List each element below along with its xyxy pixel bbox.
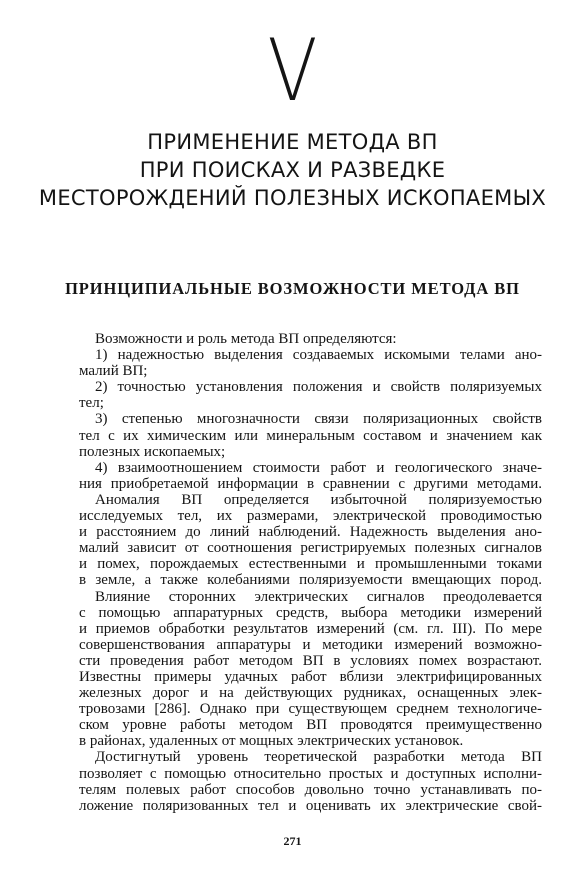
chapter-numeral: V: [267, 21, 318, 121]
text-line: совершенствования аппаратуры и методики измерений возможно-: [79, 636, 542, 653]
text-line: Достигнутый уровень теоретической разработки метода ВП: [95, 749, 542, 766]
page-number: 271: [283, 834, 302, 848]
text-line: тел с их химическим или минеральным составом и значением как: [79, 427, 542, 444]
text-line: сти проведения работ методом ВП в условиях помех возрастают.: [79, 652, 542, 669]
text-line: 3) степенью многозначности связи поляризационных свойств: [95, 411, 542, 428]
text-line: полезных ископаемых;: [79, 443, 226, 460]
text-line: малий зависит от соотношения регистрируемых полезных сигналов: [79, 540, 542, 557]
text-line: Возможности и роль метода ВП определяются:: [95, 331, 397, 347]
text-line: телям полевых работ способов довольно точно устанавливать по-: [79, 781, 542, 798]
section-title: ПРИНЦИПИАЛЬНЫЕ ВОЗМОЖНОСТИ МЕТОДА ВП: [65, 279, 520, 298]
text-line: тровозами [286]. Однако при существующем среднем технологиче-: [79, 701, 542, 718]
chapter-title-line: МЕСТОРОЖДЕНИЙ ПОЛЕЗНЫХ ИСКОПАЕМЫХ: [38, 186, 547, 210]
chapter-title-line: ПРИМЕНЕНИЕ МЕТОДА ВП: [147, 130, 438, 154]
body-text: [79, 331, 542, 814]
chapter-title-line: ПРИ ПОИСКАХ И РАЗВЕДКЕ: [139, 158, 446, 182]
text-line: 1) надежностью выделения создаваемых искомыми телами ано-: [95, 347, 542, 364]
text-line: позволяет с помощью относительно простых и доступных исполни-: [79, 765, 542, 782]
text-line: в районах, удаленных от мощных электрических установок.: [79, 733, 464, 750]
text-line: Известны примеры удачных работ вблизи электрифицированных: [79, 668, 542, 685]
text-line: ложение поляризованных тел и оценивать их электрические свой-: [79, 797, 542, 814]
text-line: 2) точностью установления положения и свойств поляризуемых: [95, 379, 542, 396]
text-line: ния приобретаемой информации в сравнении с другими методами.: [79, 475, 542, 492]
text-line: тел;: [79, 395, 104, 412]
text-line: Влияние сторонних электрических сигналов преодолевается: [95, 588, 542, 605]
text-line: и приемов обработки результатов измерений (см. гл. III). По мере: [79, 620, 542, 637]
text-line: ском уровне работы методом ВП проводятся преимущественно: [79, 717, 542, 734]
chapter-title: [30, 128, 555, 212]
text-line: Аномалия ВП определяется избыточной поляризуемостью: [95, 491, 542, 508]
text-line: с помощью аппаратурных средств, выбора методики измерений: [79, 604, 542, 621]
text-line: железных дорог и на действующих рудниках, оснащенных элек-: [79, 685, 542, 702]
text-line: малий ВП;: [79, 363, 148, 380]
text-line: в земле, а также колебаниями поляризуемости вмещающих пород.: [79, 572, 542, 589]
text-line: 4) взаимоотношением стоимости работ и геологического значе-: [95, 459, 542, 476]
text-line: исследуемых тел, их размерами, электрической проводимостью: [79, 508, 542, 525]
text-line: и помех, порождаемых естественными и промышленными токами: [79, 556, 542, 573]
text-line: и расстоянием до линий наблюдений. Надежность выделения ано-: [79, 524, 542, 541]
